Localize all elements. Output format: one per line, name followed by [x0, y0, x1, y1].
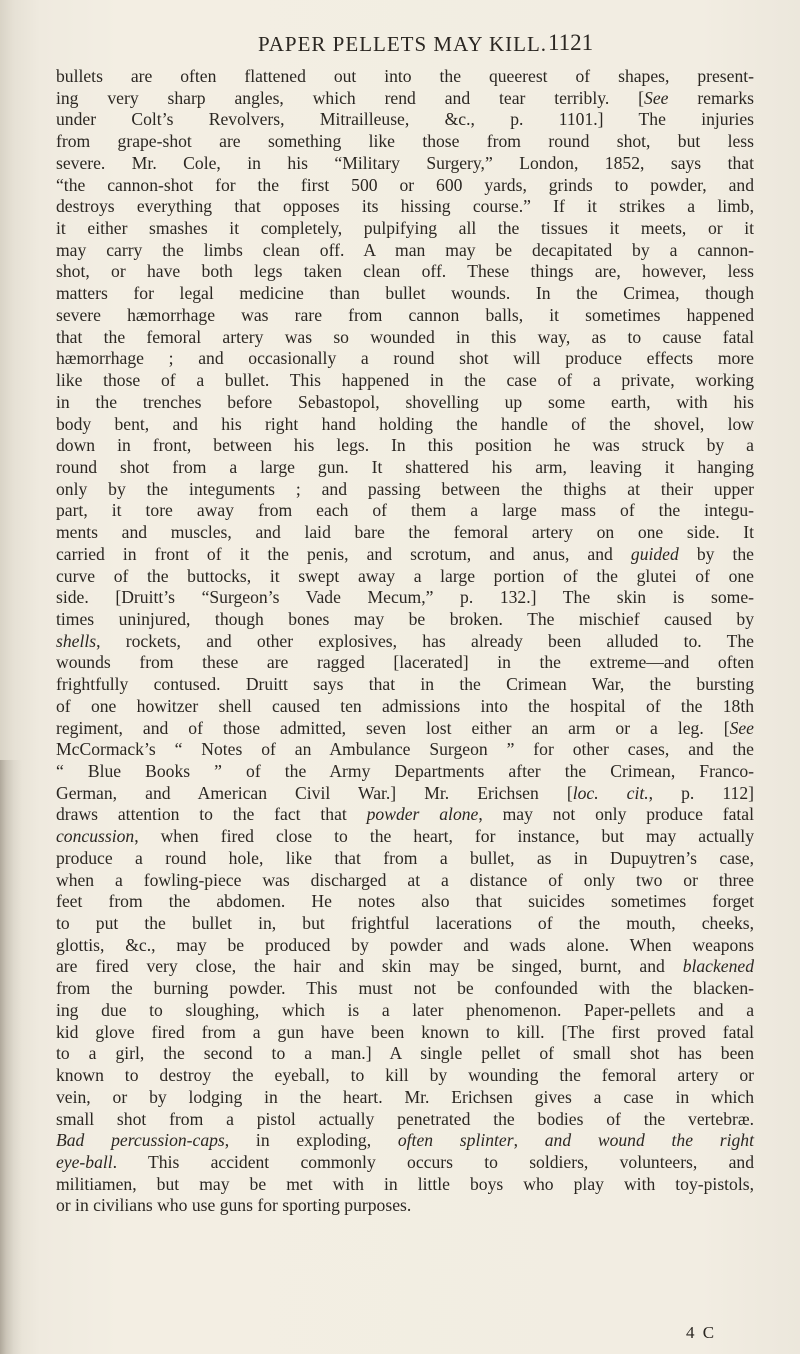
- text-line: down in front, between his legs. In this position he was struck by a: [56, 435, 754, 456]
- text-line: only by the integuments ; and passing between the thighs at their upper: [56, 478, 754, 499]
- text-line: ing due to sloughing, which is a later phenomenon. Paper-pellets and a: [56, 999, 754, 1020]
- text-line: ments and muscles, and laid bare the femoral artery on one side. It: [56, 522, 754, 543]
- text-line: “ Blue Books ” of the Army Departments after the Crimean, Franco-: [56, 761, 754, 781]
- page-number: 1121: [548, 30, 594, 55]
- text-line: bullets are often flattened out into the queerest of shapes, present-: [56, 66, 754, 86]
- text-line: it either smashes it completely, pulpifying all the tissues it meets, or it: [56, 218, 754, 239]
- text-line: shells, rockets, and other explosives, has already been alluded to. The: [56, 630, 754, 651]
- text-line: severe hæmorrhage was rare from cannon balls, it sometimes happened: [56, 304, 754, 325]
- text-line: in the trenches before Sebastopol, shovelling up some earth, with his: [56, 391, 754, 412]
- text-line: hæmorrhage ; and occasionally a round shot will produce effects more: [56, 348, 754, 369]
- text-line: under Colt’s Revolvers, Mitrailleuse, &c., p. 1101.] The injuries: [56, 109, 754, 130]
- text-line: militiamen, but may be met with in little boys who play with toy-pistols,: [56, 1173, 754, 1194]
- text-line: produce a round hole, like that from a bullet, as in Dupuytren’s case,: [56, 847, 754, 868]
- text-line: glottis, &c., may be produced by powder and wads alone. When weapons: [56, 934, 754, 955]
- text-line: Bad percussion-caps, in exploding, often splinter, and wound the right: [56, 1130, 754, 1151]
- text-line: wounds from these are ragged [lacerated] in the extreme—and often: [56, 652, 754, 673]
- text-line: eye-ball. This accident commonly occurs to soldiers, volunteers, and: [56, 1151, 754, 1172]
- text-line: part, it tore away from each of them a large mass of the integu-: [56, 500, 754, 521]
- text-line: that the femoral artery was so wounded in this way, as to cause fatal: [56, 326, 754, 347]
- text-line: carried in front of it the penis, and scrotum, and anus, and guided by the: [56, 543, 754, 564]
- text-line: from grape-shot are something like those from round shot, but less: [56, 131, 754, 152]
- text-line: feet from the abdomen. He notes also that suicides sometimes forget: [56, 891, 754, 912]
- text-line: curve of the buttocks, it swept away a large portion of the glutei of one: [56, 565, 754, 586]
- text-line: matters for legal medicine than bullet wounds. In the Crimea, though: [56, 283, 754, 304]
- text-line: times uninjured, though bones may be broken. The mischief caused by: [56, 608, 754, 629]
- text-line: severe. Mr. Cole, in his “Military Surgery,” London, 1852, says that: [56, 152, 754, 173]
- text-line: body bent, and his right hand holding the handle of the shovel, low: [56, 413, 754, 434]
- page-shadow-edge: [0, 760, 22, 1354]
- text-line: to a girl, the second to a man.] A single pellet of small shot has been: [56, 1043, 754, 1064]
- text-line: or in civilians who use guns for sporting purposes.: [56, 1195, 412, 1216]
- text-line: of one howitzer shell caused ten admissions into the hospital of the 18th: [56, 695, 754, 716]
- text-line: frightfully contused. Druitt says that in the Crimean War, the bursting: [56, 674, 754, 695]
- text-line: vein, or by lodging in the heart. Mr. Erichsen gives a case in which: [56, 1086, 754, 1107]
- text-line: kid glove fired from a gun have been known to kill. [The first proved fatal: [56, 1021, 754, 1042]
- text-line: draws attention to the fact that powder alone, may not only produce fatal: [56, 804, 754, 825]
- text-line: round shot from a large gun. It shattered his arm, leaving it hanging: [56, 456, 754, 477]
- running-title: PAPER PELLETS MAY KILL.: [258, 32, 548, 56]
- text-line: may carry the limbs clean off. A man may be decapitated by a cannon-: [56, 239, 754, 260]
- text-line: “the cannon-shot for the first 500 or 600 yards, grinds to powder, and: [56, 174, 754, 195]
- text-line: like those of a bullet. This happened in the case of a private, working: [56, 370, 754, 391]
- text-line: when a fowling-piece was discharged at a distance of only two or three: [56, 869, 754, 890]
- text-line: from the burning powder. This must not be confounded with the blacken-: [56, 978, 754, 999]
- text-line: McCormack’s “ Notes of an Ambulance Surgeon ” for other cases, and the: [56, 739, 754, 760]
- text-line: destroys everything that opposes its hissing course.” If it strikes a limb,: [56, 196, 754, 217]
- text-line: are fired very close, the hair and skin may be singed, burnt, and blackened: [56, 956, 754, 977]
- text-line: side. [Druitt’s “Surgeon’s Vade Mecum,” p. 132.] The skin is some-: [56, 587, 754, 608]
- text-line: ing very sharp angles, which rend and tear terribly. [See remarks: [56, 87, 754, 108]
- text-line: shot, or have both legs taken clean off. These things are, however, less: [56, 261, 754, 282]
- text-line: to put the bullet in, but frightful lacerations of the mouth, cheeks,: [56, 913, 754, 934]
- body-text: [56, 66, 754, 1217]
- text-line: regiment, and of those admitted, seven lost either an arm or a leg. [See: [56, 717, 754, 738]
- text-line: concussion, when fired close to the heart, for instance, but may actually: [56, 826, 754, 847]
- page-header: [220, 18, 600, 58]
- text-line: German, and American Civil War.] Mr. Erichsen [loc. cit., p. 112]: [56, 782, 754, 803]
- text-line: known to destroy the eyeball, to kill by wounding the femoral artery or: [56, 1065, 754, 1086]
- signature-mark: 4 C: [686, 1323, 717, 1342]
- text-line: small shot from a pistol actually penetrated the bodies of the vertebræ.: [56, 1108, 754, 1129]
